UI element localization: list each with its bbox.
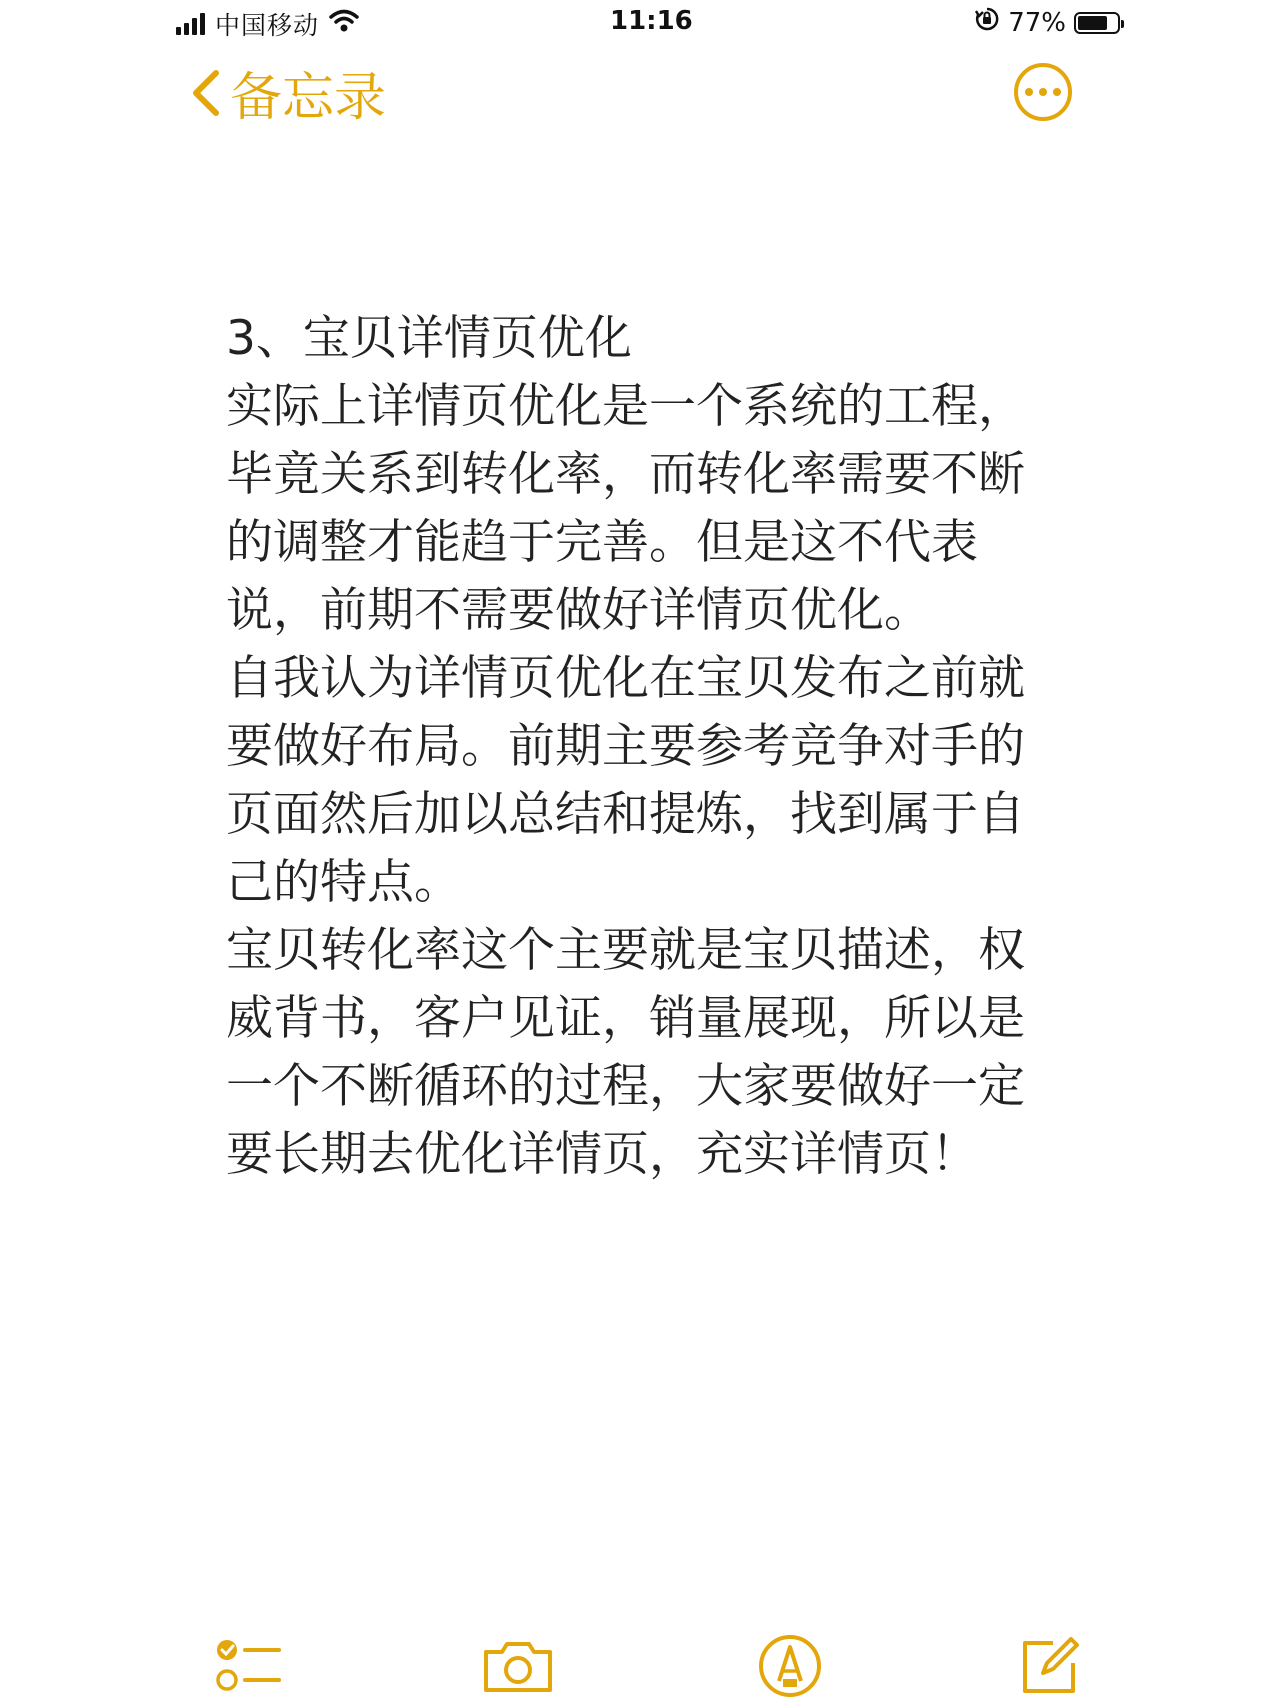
bottom-toolbar (210, 1630, 1090, 1706)
note-body[interactable] (226, 305, 1046, 1189)
compose-button[interactable] (1010, 1630, 1090, 1706)
orientation-lock-icon (974, 6, 1000, 39)
markup-button[interactable] (750, 1630, 830, 1706)
carrier-name: 中国移动 (215, 11, 320, 40)
signal-icon (176, 13, 205, 35)
compose-icon (1017, 1633, 1083, 1703)
battery-percent: 77% (1008, 7, 1066, 38)
status-left (176, 6, 359, 42)
status-right (974, 6, 1120, 39)
nav-bar (190, 55, 1080, 135)
battery-level (1078, 16, 1107, 30)
chevron-left-icon (190, 67, 220, 119)
wifi-icon (329, 9, 359, 40)
more-button[interactable] (1014, 63, 1072, 121)
note-paragraph: 宝贝转化率这个主要就是宝贝描述，权威背书，客户见证，销量展现，所以是一个不断循环的过程，大家要做好一定要长期去优化详情页，充实详情页！ (226, 923, 1025, 1182)
note-paragraph: 实际上详情页优化是一个系统的工程，毕竟关系到转化率，而转化率需要不断的调整才能趋于完善。但是这不代表说，前期不需要做好详情页优化。 (226, 379, 1025, 638)
checklist-icon (215, 1634, 285, 1702)
checklist-button[interactable] (210, 1630, 290, 1706)
markup-icon (757, 1633, 823, 1703)
clock: 11:16 (610, 6, 693, 36)
note-paragraph: 自我认为详情页优化在宝贝发布之前就要做好布局。前期主要参考竞争对手的页面然后加以总结和提炼，找到属于自己的特点。 (226, 651, 1025, 910)
note-heading: 3、宝贝详情页优化 (226, 311, 632, 366)
status-bar (170, 0, 1120, 48)
camera-button[interactable] (478, 1630, 558, 1706)
back-button[interactable] (190, 55, 386, 130)
back-label: 备忘录 (230, 68, 387, 128)
battery-icon (1074, 12, 1120, 34)
camera-icon (480, 1636, 556, 1700)
more-circle-icon (1025, 88, 1061, 96)
